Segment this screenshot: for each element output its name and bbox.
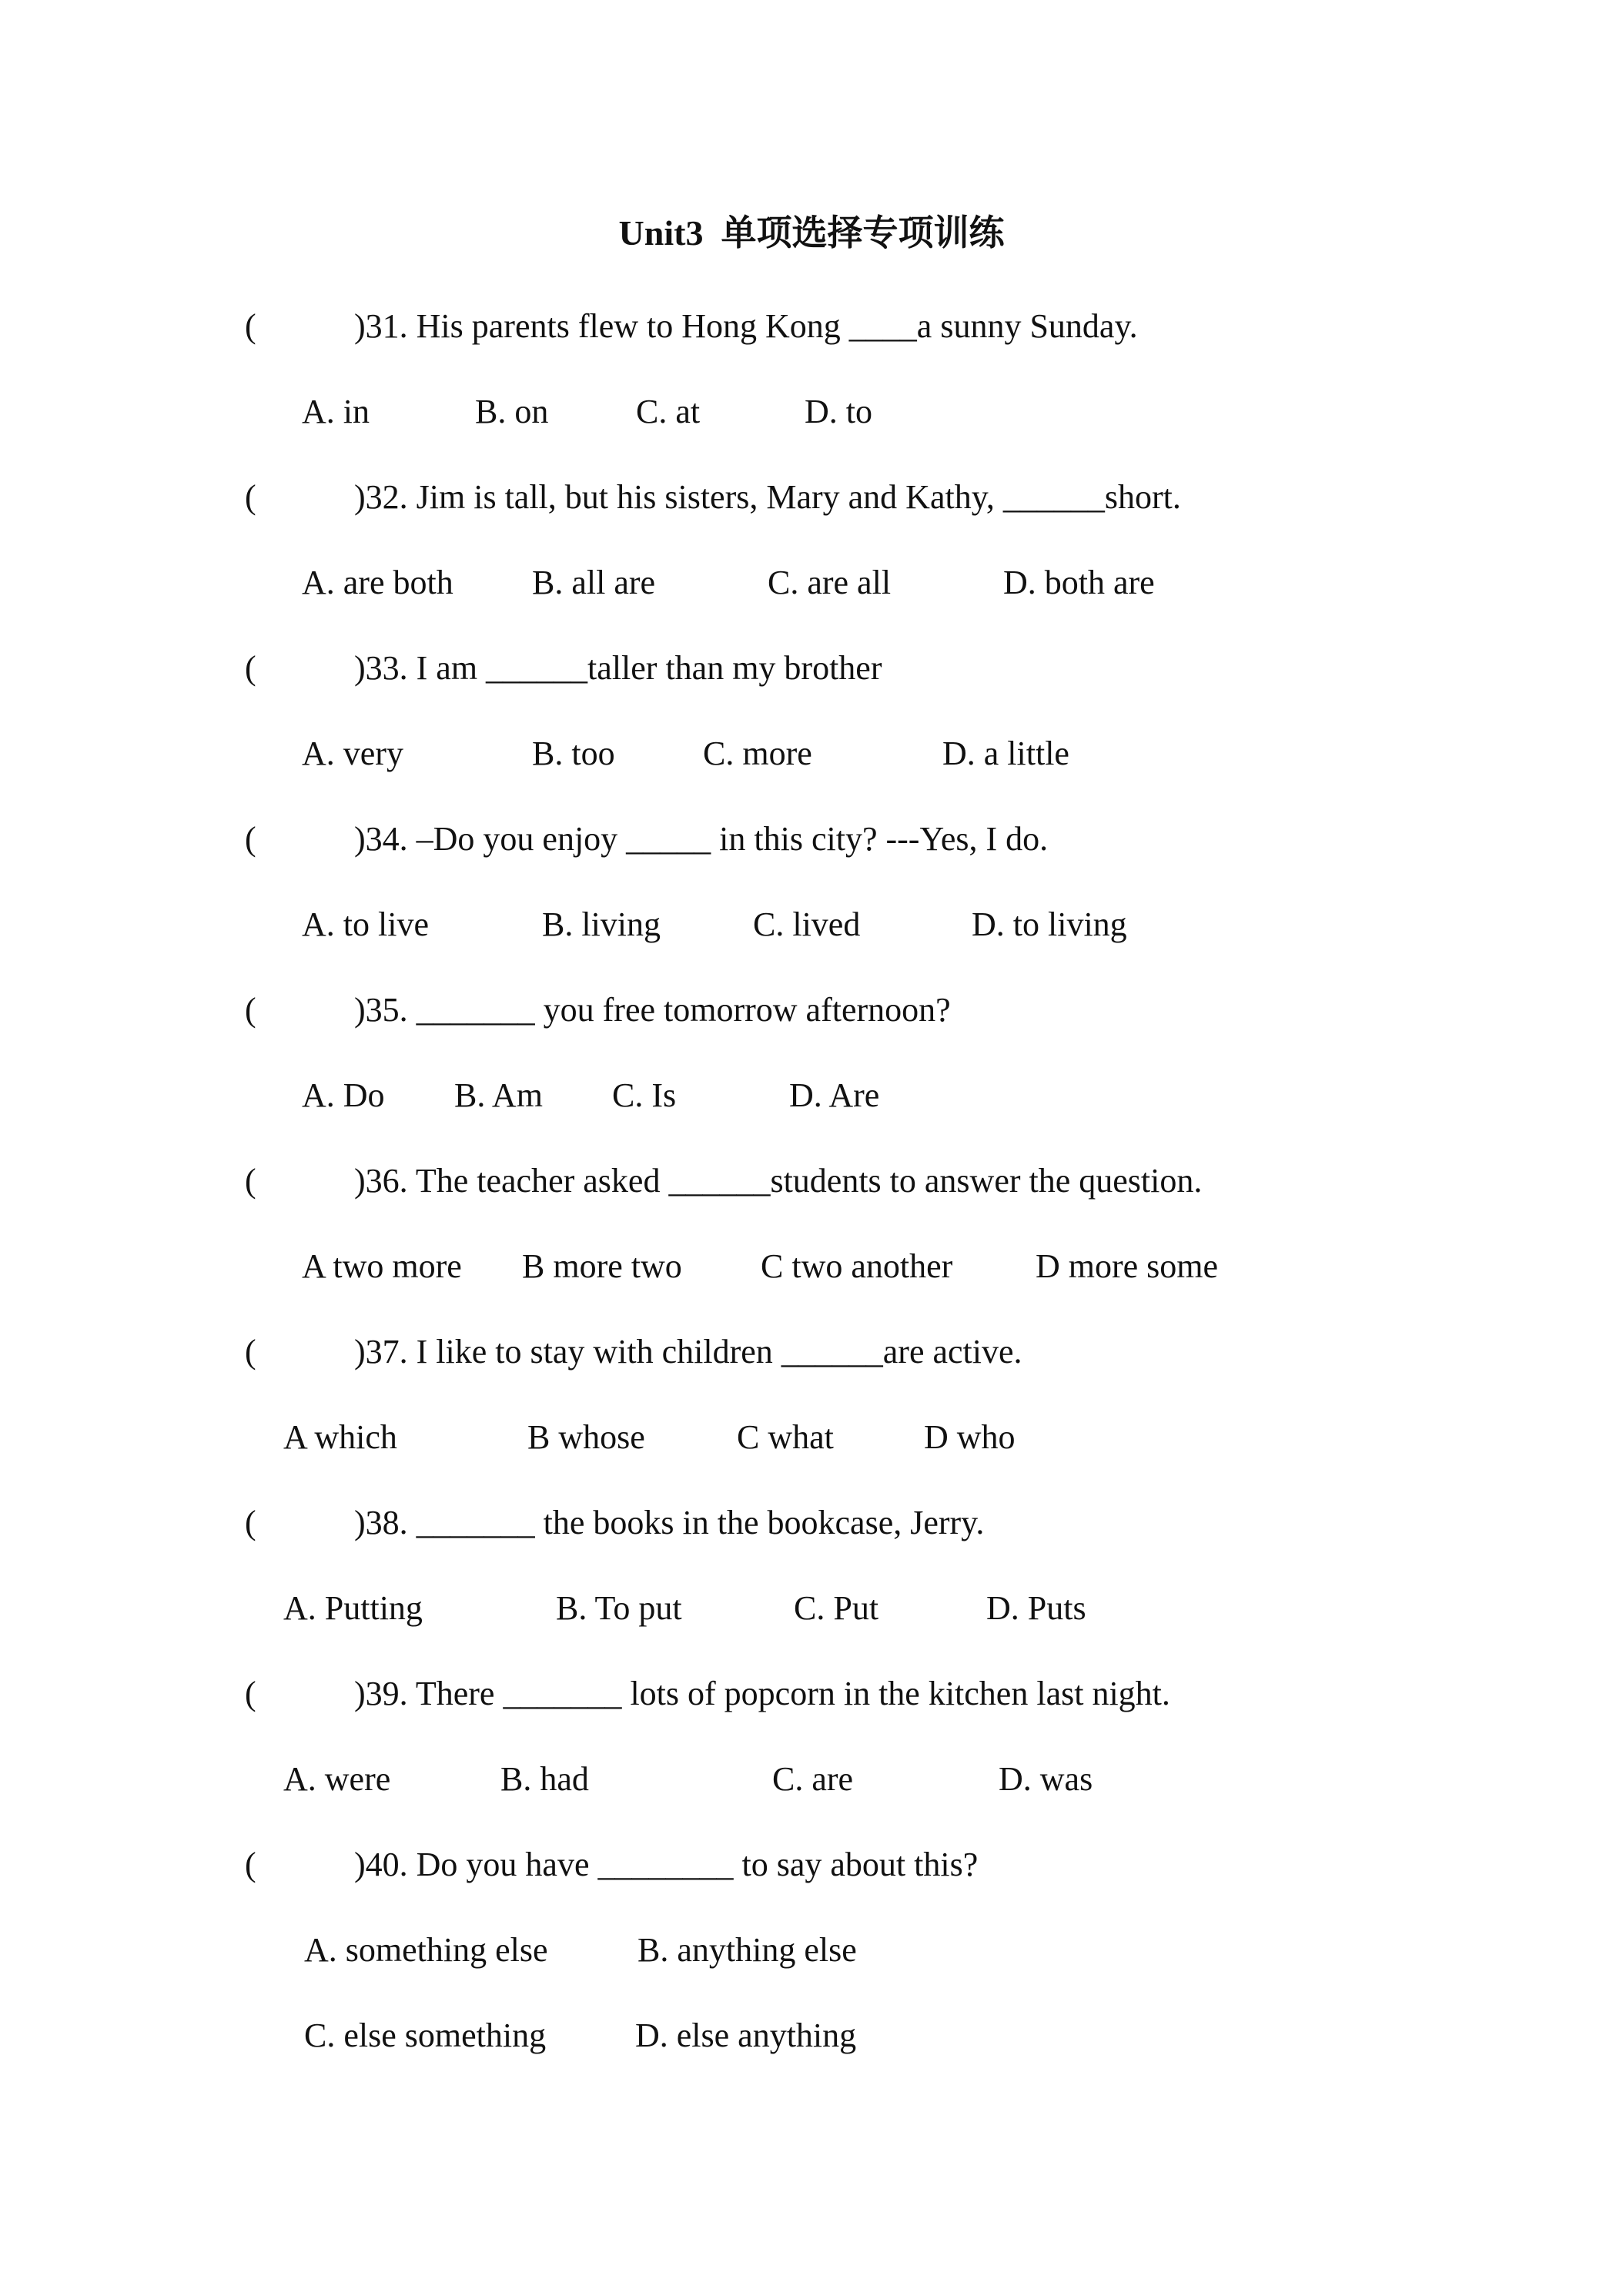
option-b: B. To put	[556, 1589, 682, 1627]
option-d: D. Puts	[986, 1589, 1086, 1627]
option-c: C. are all	[768, 564, 892, 601]
answer-paren: (	[245, 307, 256, 345]
option-a: A. to live	[302, 905, 429, 943]
option-d: D. both are	[1003, 564, 1155, 601]
option-c: C. else something	[304, 2017, 547, 2054]
option-a: A. Putting	[283, 1589, 423, 1627]
question-text-36: )36. The teacher asked ______students to answer the question.	[354, 1162, 1203, 1200]
option-c: C. Put	[794, 1589, 879, 1627]
answer-paren: (	[245, 478, 256, 516]
answer-paren: (	[245, 649, 256, 687]
option-d: D. to	[805, 393, 872, 430]
option-c: C. more	[703, 735, 812, 772]
question-text-35: )35. _______ you free tomorrow afternoon?	[354, 991, 951, 1029]
option-d: D. to living	[972, 905, 1127, 943]
option-b: B whose	[527, 1418, 645, 1456]
question-text-38: )38. _______ the books in the bookcase, Jerry.	[354, 1504, 985, 1541]
question-text-32: )32. Jim is tall, but his sisters, Mary and Kathy, ______short.	[354, 478, 1181, 516]
option-b: B. too	[532, 735, 615, 772]
option-d: D. Are	[789, 1076, 880, 1114]
answer-paren: (	[245, 1162, 256, 1200]
option-d: D. a little	[942, 735, 1069, 772]
option-b: B. living	[542, 905, 661, 943]
option-d: D. else anything	[635, 2017, 857, 2054]
option-b: B. on	[475, 393, 549, 430]
question-text-34: )34. –Do you enjoy _____ in this city? ---Yes, I do.	[354, 820, 1049, 858]
option-b: B. Am	[454, 1076, 543, 1114]
option-c: C. Is	[612, 1076, 677, 1114]
answer-paren: (	[245, 1504, 256, 1541]
option-a: A. something else	[304, 1931, 548, 1969]
answer-paren: (	[245, 1333, 256, 1371]
option-d: D who	[924, 1418, 1016, 1456]
answer-paren: (	[245, 1675, 256, 1712]
option-c: C. lived	[753, 905, 861, 943]
question-text-40: )40. Do you have ________ to say about this?	[354, 1846, 979, 1883]
answer-paren: (	[245, 820, 256, 858]
answer-paren: (	[245, 1846, 256, 1883]
option-c: C. are	[772, 1760, 854, 1798]
option-a: A. in	[302, 393, 370, 430]
option-a: A. very	[302, 735, 403, 772]
option-a: A two more	[302, 1247, 462, 1285]
option-d: D more some	[1036, 1247, 1219, 1285]
question-text-39: )39. There _______ lots of popcorn in the kitchen last night.	[354, 1675, 1170, 1712]
option-b: B. all are	[532, 564, 656, 601]
question-text-31: )31. His parents flew to Hong Kong ____a sunny Sunday.	[354, 307, 1138, 345]
option-a: A. are both	[302, 564, 453, 601]
option-c: C. at	[636, 393, 701, 430]
option-a: A. Do	[302, 1076, 385, 1114]
option-b: B more two	[522, 1247, 682, 1285]
answer-paren: (	[245, 991, 256, 1029]
option-a: A which	[283, 1418, 397, 1456]
option-b: B. anything else	[637, 1931, 857, 1969]
question-text-33: )33. I am ______taller than my brother	[354, 649, 882, 687]
option-d: D. was	[999, 1760, 1093, 1798]
worksheet-title: Unit3 单项选择专项训练	[618, 213, 1005, 253]
option-b: B. had	[500, 1760, 589, 1798]
option-a: A. were	[283, 1760, 391, 1798]
option-c: C two another	[761, 1247, 953, 1285]
option-c: C what	[737, 1418, 834, 1456]
question-text-37: )37. I like to stay with children ______are active.	[354, 1333, 1022, 1371]
